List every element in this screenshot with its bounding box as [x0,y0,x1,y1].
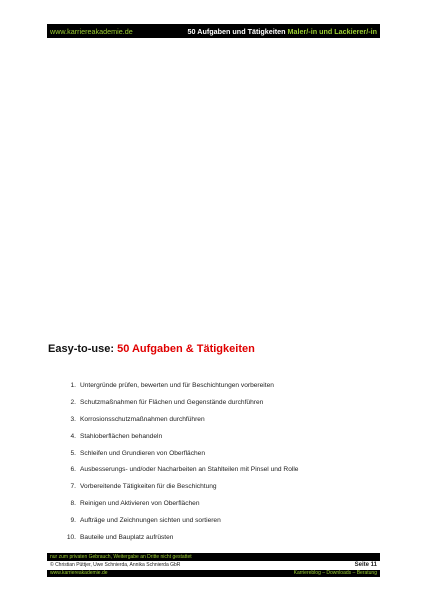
list-item-number: 10. [66,534,76,542]
list-item-number: 6. [70,466,76,474]
list-item-text: Untergründe prüfen, bewerten und für Beschichtungen vorbereiten [80,382,274,389]
list-item-number: 4. [70,432,76,440]
task-list [63,382,298,551]
footer-tagline: Karriereblog – Downloads – Beratung [293,570,377,576]
footer-links-bar [47,570,380,577]
list-item [63,450,298,467]
header-title-profession: Maler/-in und Lackierer/-in [287,26,377,36]
footer-info-row [47,561,380,570]
list-item-number: 7. [70,483,76,491]
list-item-text: Reinigen und Aktivieren von Oberflächen [80,500,200,508]
list-item-text: Schutzmaßnahmen für Flächen und Gegenstände durchführen [80,398,264,406]
list-item-text: Stahloberflächen behandeln [80,432,163,440]
list-item-text: Korrosionsschutzmaßnahmen durchführen [80,415,205,423]
footer-copyright: © Christian Püttjer, Uwe Schnierda, Annika Schnierda GbR [50,562,181,568]
list-item-number: 1. [70,382,76,389]
header-title [188,27,377,36]
list-item [63,517,298,534]
list-item-number: 9. [70,517,76,525]
header-title-main: 50 Aufgaben und Tätigkeiten [187,26,286,36]
list-item [63,416,298,433]
page-number: Seite 11 [354,562,377,568]
footer-notice: nur zum privaten Gebrauch, Weitergabe an Dritte nicht gestattet [47,553,380,561]
page-footer [47,553,380,577]
page-header [47,24,380,38]
list-item-number: 5. [70,449,76,457]
list-item [63,500,298,517]
list-item-text: Aufträge und Zeichnungen sichten und sortieren [80,517,221,525]
list-item [63,433,298,450]
list-item-text: Bauteile und Bauplatz aufrüsten [80,534,174,542]
list-item-text: Vorbereitende Tätigkeiten für die Beschichtung [80,483,217,491]
section-heading [48,343,255,355]
list-item [63,534,298,551]
list-item-number: 3. [70,415,76,423]
list-item [63,483,298,500]
list-item-number: 2. [70,398,76,406]
list-item [63,382,298,399]
list-item-text: Schleifen und Grundieren von Oberflächen [80,449,205,457]
list-item [63,466,298,483]
footer-site-link[interactable]: www.karriereakademie.de [50,570,108,576]
header-site-link[interactable]: www.karriereakademie.de [50,26,133,36]
heading-prefix: Easy-to-use: [48,343,115,355]
list-item [63,399,298,416]
list-item-number: 8. [70,500,76,508]
heading-highlight: 50 Aufgaben & Tätigkeiten [117,343,255,355]
list-item-text: Ausbesserungs- und/oder Nacharbeiten an Stahlteilen mit Pinsel und Rolle [80,466,299,474]
